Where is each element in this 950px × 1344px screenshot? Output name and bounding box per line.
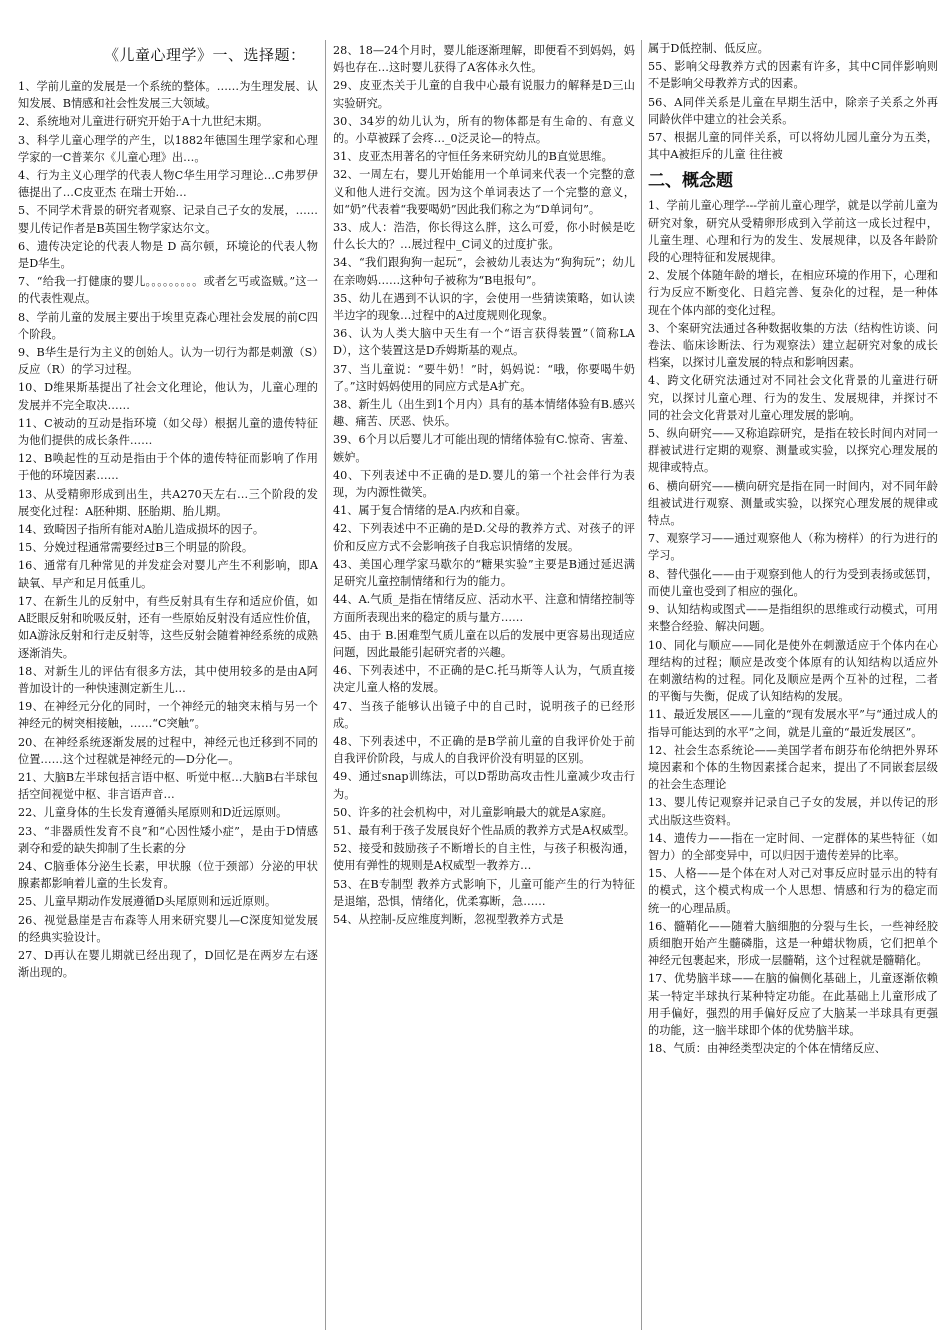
question-item: 6、遗传决定论的代表人物是 D 高尔顿，环境论的代表人物是D华生。 bbox=[18, 239, 318, 271]
concept-item: 2、发展个体随年龄的增长，在相应环境的作用下，心理和行为反应不断变化、日趋完善、复杂化的过程，是一种体现在个体内部的变化过程。 bbox=[648, 269, 938, 317]
question-item: 10、D维果斯基提出了社会文化理论，他认为，儿童心理的发展并不完全取决…… bbox=[18, 381, 318, 412]
question-item: 11、C被动的互动是指环境（如父母）根据儿童的遗传特征为他们提供的成长条件…… bbox=[18, 416, 318, 448]
column-2 bbox=[333, 0, 635, 1344]
question-item: 16、通常有几种常见的并发症会对婴儿产生不利影响，即A缺氧、早产和足月低重儿。 bbox=[18, 559, 318, 590]
question-item: 57、根据儿童的同伴关系，可以将幼儿园儿童分为五类，其中A被拒斥的儿童 往往被 bbox=[648, 131, 938, 162]
concept-item: 9、认知结构或图式——是指组织的思维或行动模式，可用来整合经验、解决问题。 bbox=[648, 603, 938, 634]
question-item: 51、最有利于孩子发展良好个性品质的教养方式是A权威型。 bbox=[333, 823, 635, 837]
concept-item: 7、观察学习——通过观察他人（称为榜样）的行为进行的学习。 bbox=[648, 532, 938, 563]
question-item: 5、不同学术背景的研究者观察、记录自己子女的发展，……婴儿传记作者是B英国生物学家达尔文。 bbox=[18, 204, 318, 235]
question-item: 14、致畸因子指所有能对A胎儿造成损坏的因子。 bbox=[18, 523, 265, 537]
question-item: 52、接受和鼓励孩子不断增长的自主性，与孩子积极沟通，使用有弹性的规则是A权威型一教养方… bbox=[333, 842, 635, 873]
question-item: 34、“我们跟狗狗一起玩”，会被幼儿表达为“狗狗玩”；幼儿在亲吻妈……这种句子被称为“B电报句”。 bbox=[333, 256, 635, 287]
question-item: 31、皮亚杰用著名的守恒任务来研究幼儿的B直觉思维。 bbox=[333, 150, 613, 164]
question-item: 39、6个月以后婴儿才可能出现的情绪体验有C.惊奇、害羞、嫉妒。 bbox=[333, 433, 635, 464]
question-item: 22、儿童身体的生长发育遵循头尾原则和D近远原则。 bbox=[18, 806, 288, 820]
page-title: 《儿童心理学》一、选择题： bbox=[104, 46, 306, 64]
question-item: 54、从控制-反应维度判断，忽视型教养方式是 bbox=[333, 912, 564, 926]
question-item: 46、下列表述中，不正确的是C.托马斯等人认为，气质直接决定儿童人格的发展。 bbox=[333, 664, 635, 695]
column-divider bbox=[325, 40, 326, 1330]
question-item: 23、“非器质性发育不良”和“心因性矮小症”，是由于D情感剥夺和爱的缺失抑制了生长素的分 bbox=[18, 824, 318, 855]
question-item: 26、视觉悬崖是吉布森等人用来研究婴儿—C深度知觉发展的经典实验设计。 bbox=[18, 913, 318, 944]
concept-item: 4、跨文化研究法通过对不同社会文化背景的儿童进行研究，以探讨儿童心理、行为的发生、发展规律，并探讨不同的社会文化背景对儿童心理发展的影响。 bbox=[648, 374, 938, 422]
question-item: 8、学前儿童的发展主要出于埃里克森心理社会发展的前C四个阶段。 bbox=[18, 310, 318, 341]
question-item: 15、分娩过程通常需要经过B三个明显的阶段。 bbox=[18, 541, 254, 555]
concept-item: 17、优势脑半球——在脑的偏侧化基础上，儿童逐渐依赖某一特定半球执行某种特定功能。在此基础上儿童形成了用手偏好，强烈的用手偏好反应了大脑某一半球具有更强的功能，这一脑半球即个体的优势脑半球。 bbox=[648, 972, 938, 1037]
question-item: 4、行为主义心理学的代表人物C华生用学习理论…C弗罗伊德提出了…C皮亚杰 在瑞士开始… bbox=[18, 169, 318, 200]
question-item: 属于D低控制、低反应。 bbox=[648, 42, 769, 55]
section-heading-concepts: 二、概念题 bbox=[648, 171, 733, 192]
concept-item: 6、横向研究——横向研究是指在同一时间内，对不同年龄组被试进行观察、测量或实验，以探究心理发展的规律或特点。 bbox=[648, 479, 938, 528]
concept-item: 13、婴儿传记观察并记录自己子女的发展，并以传记的形式出版这些资料。 bbox=[648, 796, 938, 827]
question-item: 40、下列表述中不正确的是D.婴儿的第一个社会伴行为表现，为内源性微笑。 bbox=[333, 468, 635, 500]
question-item: 18、对新生儿的评估有很多方法，其中使用较多的是由A阿普加设计的一种快速测定新生儿… bbox=[18, 664, 318, 695]
question-item: 12、B唤起性的互动是指由于个体的遗传特征而影响了作用于他的环境因素…… bbox=[18, 452, 318, 483]
concept-item: 1、学前儿童心理学---学前儿童心理学，就是以学前儿童为研究对象，研究从受精卵形成到入学前这一成长过程中，儿童生理、心理和行为的发生、发展规律，以及各年龄阶段的心理特征和发展规律。 bbox=[648, 199, 938, 265]
question-item: 27、D再认在婴儿期就已经出现了，D回忆是在两岁左右逐渐出现的。 bbox=[18, 948, 318, 980]
question-item: 50、许多的社会机构中，对儿童影响最大的就是A家庭。 bbox=[333, 805, 613, 819]
question-item: 13、从受精卵形成到出生，共A270天左右…三个阶段的发展变化过程：A胚种期、胚胎期、胎儿期。 bbox=[18, 487, 318, 518]
question-item: 25、儿童早期动作发展遵循D头尾原则和远近原则。 bbox=[18, 895, 277, 909]
question-item: 53、在B专制型 教养方式影响下，儿童可能产生的行为特征是退缩，恐惧，情绪化，优柔寡断，急…… bbox=[333, 877, 635, 908]
question-item: 37、当儿童说：“要牛奶！”时，妈妈说：“哦，你要喝牛奶了。”这时妈妈使用的同应方式是A扩充。 bbox=[333, 362, 635, 393]
question-item: 43、美国心理学家马歇尔的“糖果实验”主要是B通过延迟满足研究儿童控制情绪和行为的能力。 bbox=[333, 557, 635, 589]
question-item: 47、当孩子能够认出镜子中的自己时，说明孩子的已经形成。 bbox=[333, 699, 635, 730]
concept-item: 15、人格——是个体在对人对己对事反应时显示出的特有的模式，这个模式构成一个人思想、情感和行为的稳定而统一的心理品质。 bbox=[648, 867, 938, 915]
question-item: 21、大脑B左半球包括言语中枢、听觉中枢…大脑B右半球包括空间视觉中枢、非言语声音… bbox=[18, 770, 318, 802]
question-item: 28、18—24个月时，婴儿能逐渐理解，即便看不到妈妈，妈妈也存在…这时婴儿获得了A客体永久性。 bbox=[333, 44, 635, 75]
question-item: 2、系统地对儿童进行研究开始于A十九世纪末期。 bbox=[18, 115, 269, 129]
concept-item: 11、最近发展区——儿童的“现有发展水平”与“通过成人的指导可能达到的水平”之间，就是儿童的“最近发展区”。 bbox=[648, 708, 938, 739]
question-item: 42、下列表述中不正确的是D.父母的教养方式、对孩子的评价和反应方式不会影响孩子自我忘识情绪的发展。 bbox=[333, 522, 635, 553]
column-3-questions bbox=[648, 40, 938, 163]
column-3 bbox=[648, 0, 938, 1344]
column-divider bbox=[641, 40, 642, 1330]
question-item: 32、一周左右，婴儿开始能用一个单词来代表一个完整的意义和他人进行交流。因为这个单词表达了一个完整的意义，如“奶”代表着“我要喝奶”因此我们称之为“D单词句”。 bbox=[333, 168, 635, 216]
concept-item: 16、髓鞘化——随着大脑细胞的分裂与生长，一些神经胶质细胞开始产生髓磷脂，这是一种蜡状物质，它们把单个神经元包裹起来，形成一层髓鞘，这个过程就是髓鞘化。 bbox=[648, 919, 938, 968]
question-item: 38、新生儿（出生到1个月内）具有的基本情绪体验有B.感兴趣、痛苦、厌恶、快乐。 bbox=[333, 398, 635, 429]
question-item: 19、在神经元分化的同时，一个神经元的轴突末梢与另一个神经元的树突相接触，……“C突触”。 bbox=[18, 700, 318, 731]
concept-item: 8、替代强化——由于观察到他人的行为受到表扬或惩罚，而使儿童也受到了相应的强化。 bbox=[648, 567, 938, 598]
question-item: 48、下列表述中，不正确的是B学前儿童的自我评价处于前自我评价阶段，与成人的自我评价没有明显的区别。 bbox=[333, 734, 635, 766]
question-item: 45、由于 B.困难型气质儿童在以后的发展中更容易出现适应问题，因此最能引起研究者的兴趣。 bbox=[333, 628, 635, 659]
concept-item: 3、个案研究法通过各种数据收集的方法（结构性访谈、问卷法、临床诊断法、行为观察法）建立起研究对象的成长档案，以探讨儿童发展的特点和影响因素。 bbox=[648, 321, 938, 370]
question-item: 9、B华生是行为主义的创始人。认为一切行为都是刺激（S）反应（R）的学习过程。 bbox=[18, 346, 318, 377]
concept-item: 14、遗传力——指在一定时间、一定群体的某些特征（如智力）的全部变异中，可以归因于遗传差异的比率。 bbox=[648, 831, 938, 862]
question-item: 35、幼儿在遇到不认识的字，会使用一些猜读策略，如认读半边字的现象…过程中的A过度规则化现象。 bbox=[333, 291, 635, 323]
question-item: 55、影响父母教养方式的因素有许多，其中C同伴影响则不是影响父母教养方式的因素。 bbox=[648, 60, 938, 91]
concept-item: 10、同化与顺应——同化是使外在刺激适应于个体内在心理结构的过程；顺应是改变个体原有的认知结构以适应外在刺激结构的过程。同化及顺应是两个互补的过程，二者的平衡与失衡，促成了认知结构的发展。 bbox=[648, 638, 938, 704]
concept-item: 18、气质：由神经类型决定的个体在情绪反应、 bbox=[648, 1042, 886, 1056]
question-item: 20、在神经系统逐渐发展的过程中，神经元也迁移到不同的位置……这个过程就是神经元的—D分化—。 bbox=[18, 735, 318, 766]
column-1 bbox=[18, 0, 318, 1344]
concept-item: 5、纵向研究——又称追踪研究，是指在较长时间内对同一群被试进行定期的观察、测量或实验，以探究心理发展的规律或特点。 bbox=[648, 427, 938, 475]
question-item: 7、“给我一打健康的婴儿。。。。。。。。。或者乞丐或盗贼。”这一的代表性观点。 bbox=[18, 275, 318, 306]
question-item: 29、皮亚杰关于儿童的自我中心最有说服力的解释是D三山实验研究。 bbox=[333, 79, 635, 110]
question-item: 1、学前儿童的发展是一个系统的整体。……为生理发展、认知发展、B情感和社会性发展三大领域。 bbox=[18, 80, 318, 111]
question-item: 17、在新生儿的反射中，有些反射具有生存和适应价值，如A眨眼反射和吮吸反射，还有一些原始反射没有适应性价值，如A游泳反射和行走反射等，这些反射会随着神经系统的成熟逐渐消失。 bbox=[18, 594, 318, 660]
question-item: 24、C脑垂体分泌生长素，甲状腺（位于颈部）分泌的甲状腺素都影响着儿童的生长发育。 bbox=[18, 859, 318, 891]
question-item: 41、属于复合情绪的是A.内疚和自豪。 bbox=[333, 504, 527, 518]
concept-list bbox=[648, 197, 938, 1057]
concept-item: 12、社会生态系统论——美国学者布朗芬布伦纳把外界环境因素和个体的生物因素揉合起来，提出了不同嵌套层级的社会生态理论 bbox=[648, 743, 938, 792]
question-item: 36、认为人类大脑中天生有一个“语言获得装置”（简称LAD），这个装置这是D乔姆斯基的观点。 bbox=[333, 327, 635, 358]
question-item: 3、科学儿童心理学的产生，以1882年德国生理学家和心理学家的一C普莱尔《儿童心理》出…。 bbox=[18, 133, 318, 164]
question-item: 30、34岁的幼儿认为，所有的物体都是有生命的、有意义的。小草被踩了会疼…_0泛灵论—的特点。 bbox=[333, 114, 635, 146]
question-item: 49、通过snap训练法，可以D帮助高攻击性儿童减少攻击行为。 bbox=[333, 770, 635, 801]
question-item: 33、成人：浩浩，你长得这么胖，这么可爱，你小时候是吃什么长大的？…展过程中_C词义的过度扩张。 bbox=[333, 221, 635, 252]
question-item: 44、A.气质_是指在情绪反应、活动水平、注意和情绪控制等方面所表现出来的稳定的质与量方…… bbox=[333, 593, 635, 624]
question-item: 56、A同伴关系是儿童在早期生活中，除亲子关系之外再同龄伙伴中建立的社会关系。 bbox=[648, 95, 938, 126]
